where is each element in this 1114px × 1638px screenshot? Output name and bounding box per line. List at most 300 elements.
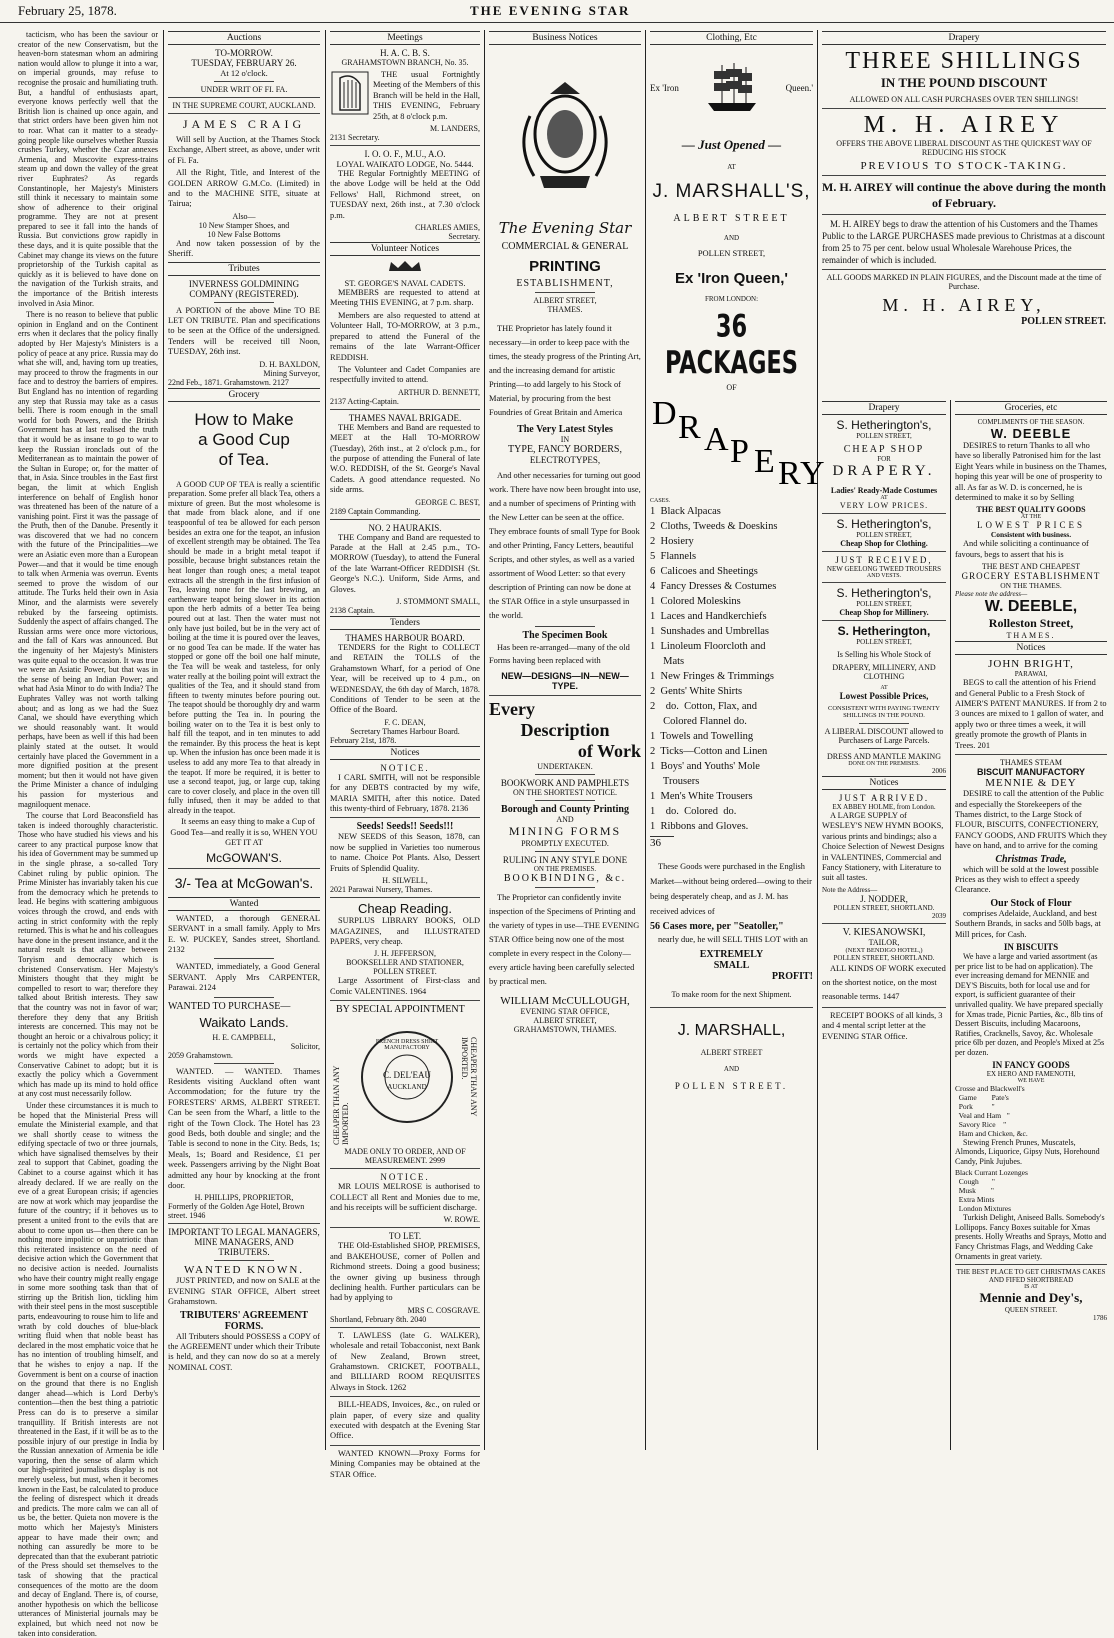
section-heading-meetings: Meetings [330,31,480,45]
case-item: 1 Laces and Handkerchiefs [650,611,767,622]
of-work-heading: of Work [577,741,641,761]
tribute-signatory: D. H. BAXLDON, [259,359,320,369]
and-vests: AND VESTS. [866,573,902,579]
case-item: Colored Flannel do. [650,716,747,727]
auction-body: All the Right, Title, and Interest of the GOLDEN ARROW G.M.Co. (Limited) in and to the MACHINE SITE, situate at Tairua; [168,168,320,209]
harbour-board-signatory: Secretary Thames Harbour Board. [350,726,460,736]
at-word: AT [880,685,888,691]
case-item: 2 Cloths, Tweeds & Doeskins [650,521,778,532]
list-item: Cough " [955,1177,995,1187]
proprietor-invite: The Proprietor can confidently invite inspection of the Specimens of Printing and the variety of types in use—THE EVENING STAR Office being now one of the most complete in every respect in the Colony—every article having been carefully selected by practical men. [489,893,640,986]
ad-number: 1786 [1093,1314,1107,1323]
tribute-title: INVERNESS GOLDMINING COMPANY (REGISTERED). [188,278,300,299]
wanted-known: WANTED KNOWN. [183,1264,305,1277]
airey-begs: M. H. AIREY begs to draw the attention of his Customers and the Thames Public to the LARGE PURCHASES made previous to Christmas at a discount from 25 to 75 per cent. below usual Wholesale Warehouse Prices, the remainder of which is included. [822,219,1105,265]
tea-title: a Good Cup [198,429,290,449]
seal-center-text: C. DEL'EAU [382,1070,432,1081]
extremely: EXTREMELY [699,949,764,960]
list-item: Pork " [955,1101,995,1111]
coat-of-arms-icon [510,76,620,206]
proprietor-body: THE Proprietor has lately found it necessary—in order to keep pace with the times, the steady progress of the Printing Art, and the increasing demand for artistic Printing—to add largely to his Stock of Material, by procuring from the best Foundries of Great Britain and America [489,324,641,417]
christmas-trade: Christmas Trade, [995,853,1067,865]
haurakis-signatory: 2138 Captain. [330,606,375,615]
john-bright: JOHN BRIGHT, [988,658,1074,671]
section-heading-notices: Notices [955,641,1107,655]
proprietor-name: WILLIAM McCULLOUGH, [500,995,630,1007]
auction-body: Will sell by Auction, at the Thames Stock Exchange, Albert street, as above, under writ of Fi. Fa. [168,135,320,165]
cheap-clothing: Cheap Shop for Clothing. [840,539,928,548]
at-word: AT [880,495,888,501]
stock-taking: PREVIOUS TO STOCK-TAKING. [860,160,1068,172]
wanted-ad: WANTED, a thorough GENERAL SERVANT in a small family. Apply to Mrs E. W. PUCKEY, Sandes street, Shortland. 2132 [168,913,320,954]
notice-body: MR LOUIS MELROSE is authorised to COLLECT all Rent and Monies due to me, and his receipts will be sufficient discharge. [330,1182,480,1212]
address-line: POLLEN STREET, SHORTLAND. [833,953,935,962]
seal-side-text: CHEAPER THAN ANY IMPORTED. [460,1037,478,1117]
and-word: AND [723,1065,740,1073]
billheads-ad: BILL-HEADS, Invoices, &c., on ruled or plain paper, of every size and quality executed with despatch at the Evening Star Office. [330,1400,480,1441]
address-line: ALBERT STREET [673,213,790,224]
electrotypes: ELECTROTYPES, [529,455,601,465]
at-word: AT [727,163,736,171]
hacbs-branch: GRAHAMSTOWN BRANCH, No. 35. [341,58,469,67]
goods-body: These Goods were purchased in the English Market—without being ordered—owing to their being desperately cheap, and as J. M. has received advices of [650,862,812,916]
list-item: Extra Mints [955,1195,995,1205]
nodder-name: J. NODDER, [860,893,908,904]
section-heading-clothing: Clothing, Etc [650,31,813,45]
printing-title: PRINTING [529,258,601,275]
lowest-prices: LOWEST PRICES [976,520,1086,531]
mining-forms: MINING FORMS [508,824,622,838]
to-let-date: Shortland, February 8th. 2040 [330,1314,427,1324]
hetherington-title: S. Hetherington's, [836,517,932,531]
address-line: POLLEN STREET, [856,531,912,539]
airey-footer: M. H. AIREY, [882,295,1046,315]
from-london: FROM LONDON: [704,295,759,303]
kiesanowski-name: V. KIESANOWSKI, [842,926,926,938]
we-have: WE HAVE [1017,1077,1045,1084]
to-let-signatory: MRS C. COSGRAVE. [407,1305,480,1315]
wanted-known-body: JUST PRINTED, and now on SALE at the EVENING STAR OFFICE, Albert street Grahamstown. [168,1276,320,1307]
hymn-books-body: A LARGE SUPPLY of WESLEY'S NEW HYMN BOOKS, various prints and bindings; also a Choice Selection of Newest Designs in VALENTINES, Commercial and Fancy Stationery, with Literature to suit all tastes. [822,811,945,883]
ex-hero: EX HERO AND FAMENOTH, [986,1069,1076,1078]
column-auctions [164,30,324,1450]
for-word: FOR [877,455,891,463]
auction-line: TO-MORROW. [215,48,273,58]
thames: THAMES. [1006,631,1056,641]
tailor: TAILOR, [868,937,900,947]
liberal-discount: A LIBERAL DISCOUNT allowed to Purchasers of Large Parcels. [824,727,944,745]
hacbs-secretary: M. LANDERS, [429,124,480,134]
tea-body: A GOOD CUP OF TEA is really a scientific preparation. Some prefer all black Tea, others a mixture of green. But the most wholesome is that made from black alone, and if one teaspoonful of tea be allowed for each person besides an extra one for the teapot, an infusion of excellent strength may be obtained. The Tea should be made in a bright metal teapot if possible, because bright substances retain the heat longer than rough ones; a metal teapot extracts all the strength in the first infusion of Tea, leaving none for the last brewing, an earthenware teapot being slower in its action upon the herb admits of a better Tea being poured out at last. Then the water must not only have just boiled, but be in the very act of boiling at the time it is poured over the leaves, or no good Tea can be made. If the water has stopped or gone off the boil one half minute, the Tea will be weak and tasteless, for only water really at the boiling point will extract the qualities of the Tea, and it should stand from fifteen to twenty minutes before pouring out. The teapot should be thoroughly dry and warm before putting the Tea in. In pouring the boiling water on to the Tea it is best only to half fill the teapot, and in ten minutes to add the remainder. By this process the heat is kept up. When the infusion has once been made it is useless to add any more Tea to that already in the teapot. If more be required, it is better to use a second teapot, jug, or large cup, taking care to cover closely, and place in the oven till fully infused, then it may be added to that already in the teapot. [168,479,320,815]
auction-line: 10 New Stamper Shoes, and [198,220,290,230]
seal-side-text: CHEAPER THAN ANY IMPORTED. [332,1066,350,1146]
is-at: IS AT [1024,1284,1038,1291]
naval-brigade-title: THAMES NAVAL BRIGADE. [348,412,462,423]
seeds-body: NEW SEEDS of this Season, 1878, can now be supplied in Varieties too numerous to name. Choice Pot Plants. Also, Dessert Fruits of Splendid Quality. [330,832,480,873]
type-borders: TYPE, FANCY BORDERS, [508,444,622,455]
haurakis-signatory: J. STOMMONT SMALL, [396,597,480,606]
selling-stock: Is Selling his Whole Stock of [837,650,931,659]
naval-brigade-signatory: 2189 Captain Commanding. [330,506,421,516]
best-cheapest: THE BEST AND CHEAPEST [981,562,1081,572]
naval-brigade-body: THE Members and Band are requested to MEET at the Hall TO-MORROW (Tuesday), 26th inst., at 2 o'clock p.m., for the purpose of attending the Funeral of late W.O. REDDISH, of the St. George's Naval Cadets. A good attendance requested. No side arms. [330,422,480,495]
note-address: Please note the address— [955,590,1028,599]
case-item: 1 Men's White Trousers [650,791,753,802]
address-line: POLLEN STREET, [856,638,912,646]
marshalls-title: J. MARSHALL'S, [652,181,811,202]
tea-title: of Tea. [218,449,270,469]
commercial-general: COMMERCIAL & GENERAL [501,241,629,252]
tributers-agreement: TRIBUTERS' AGREEMENT FORMS. [179,1309,309,1332]
section-heading-auctions: Auctions [168,31,320,45]
lozenges: Black Currant Lozenges [955,1168,1028,1178]
harbour-board-title: THAMES HARBOUR BOARD. [345,633,465,643]
cadets-title: ST. GEORGE'S NAVAL CADETS. [344,278,466,289]
wanted-ad: Formerly of the Golden Age Hotel, Brown street. 1946 [168,1202,305,1221]
section-heading-drapery-lower: Drapery [822,401,946,415]
just-arrived: JUST ARRIVED. [838,793,930,803]
fancy-goods: IN FANCY GOODS [992,1059,1070,1070]
small: SMALL [713,960,750,971]
editorial-paragraph: There is no reason to believe that public opinion in England and on the Continent errs when it declares that the policy finally adopted by Her Majesty's Ministers is a policy of peace at any price. Russia may do what she will, and, having torn up treaties, may proceed to throw the fragments in our face and to destroy the barriers of empires. But England has no intention of regarding any step that Russia may take as a casus belli. There is room enough in the small world for both Powers, and the British Government has at last realised the truth that it would be as insane to go to war to keep the Russian ironclads out of the Mediterranean as to maintain the power of the Sultan in Europe; or, for the matter of that, in Asia. Since troubles in the East first began, the limit at which English interference on behalf of English honor was threatened has been of the nature of a vanishing point. First it was the passage of the Pruth, then of the Danube. Presently it was discovered that we had no concern with the future of the Principalities—we were an Asiatic even more than a European Power—and that it would be time enough to talk when Armenia was overrun. Events seemed to prove the wisdom of our attitude. The Turks held their own in Asia Minor, and the alarmists were severely rebuked by the farseeing optimists. Suddenly the aspect of affairs changed. The Russian arms were once more victorious, and the fall of Kars was announced. But the ingenuity of her Majesty's Ministers was quite equal to the occasion. It was true we were an Asiatic Power, but that was in the sense of being an Indian Power; and what had Asia Minor to do with India? The Euphrates Valley was not worth talking about; and as long as we had the Suez Canal, we should have everything which we should reasonably want. It would perhaps, have been as well if this had been plainly stated at the outset. It would certainly have placed the Government in a more dignified position at the present moment; but then it would not have given the Prime Minister a chance of indulging his passion for mysterious and magniloquent menace. [18,310,158,809]
tobacconist-ad: T. LAWLESS (late G. WALKER), wholesale and retail Tobacconist, next Bank of New Zealand, Brown street, Grahamstown. CRICKET, FOOTBALL, and BILLIARD ROOM REQUISITES Always in Stock. 1262 [330,1330,480,1392]
to-let-body: THE Old-Established SHOP, PREMISES, and BAKEHOUSE, corner of Pollen and Richmond streets. Doing a good business; the owner giving up business through declining health. Further particulars can be had by applying to [330,1241,480,1303]
section-heading-drapery: Drapery [822,31,1106,45]
bookwork: BOOKWORK AND PAMPHLETS [500,778,630,788]
special-appointment: BY SPECIAL APPOINTMENT [336,1004,465,1016]
address-line: POLLEN STREET. [674,1081,789,1091]
tea-price: 3/- Tea at McGowan's. [174,874,314,891]
wanted-ad: H. PHILLIPS, PROPRIETOR, [194,1193,294,1203]
auctioneer-name: JAMES CRAIG [182,117,306,131]
auction-line: TUESDAY, FEBRUARY 26. [191,58,297,68]
seeds-signatory: 2021 Parawai Nursery, Thames. [330,885,433,895]
ex-iron-queen: Ex 'Iron Queen,' [675,270,788,287]
mennie-body: DESIRE to call the attention of the Public and especially the Storekeepers of the Thames district, to the Large Stock of FLOUR, BISCUITS, CONFECTIONERY, FANCY GOODS, AND FRUITS Which they have on hand, and to arrive for the coming [955,789,1107,851]
section-heading-groceries: Groceries, etc [955,401,1107,415]
dress-mantle: DRESS AND MANTLE MAKING [826,752,941,761]
next-hotel: (NEXT BENDIGO HOTEL,) [845,946,923,954]
case-item: 2 Hosiery [650,536,694,547]
case-item: Trousers [650,776,700,787]
best-place: THE BEST PLACE TO GET CHRISTMAS CAKES AND FIFED SHORTBREAD [956,1268,1106,1285]
case-item: 4 Fancy Dresses & Costumes [650,581,777,592]
issue-date: February 25, 1878. [18,3,117,18]
flour-body: comprises Adelaide, Auckland, and best Southern Brands, in sacks and 50lb bags, at Mill prices, for Cash. [955,908,1101,939]
ad-number: 2039 [932,911,946,920]
biscuits-body: We have a large and varied assortment (as per price list to be had on application). The ever increasing demand for MENNIE and DEY'S Biscuits, both for local use and for export, is sufficient guarantee of their unrivalled quality. We have prepared specially for Xmas trade, Picnic Parties, &c., 8lb tins of Dessert Biscuits, including Macaroons, Ratifies, Cracknells, Savoy, &c. Wholesale price 6lb per dozen, and People's Mixed at 25s per dozen. [955,951,1105,1057]
editorial-paragraph: The course that Lord Beaconsfield has taken is indeed thoroughly characteristic. Those who have studied his views and his career to any practical purpose know that his idea of Government may be summed up in the single phrase, a so-called Tory Cabinet ruling by public opinion. The Prime Minister has invariably taken his cue from the democracy which he pretends to lead. He begins with scattering ambiguous voices through the crowd, and ends with acting in strict conformity with the reply returned. This is what he and his colleagues have done in the present instance, and it the natural result is that alliance between Toryism and democracy which is christened Conservatism. Her Majesty's Ministers thought that they might be compelled to resort to war; therefore they talked about British interests. They saw that the country was not in favor of war; therefore they deny that any British interests are concerned. This may not be thought an heroic or a chivalrous policy; it is certainly not the policy which from their words we might have expected a Conservative Cabinet to adopt; but it is exactly the policy which a Government which has made up its mind to hold office at any cost must necessarily follow. [18,811,158,1099]
allowed-cash: ALLOWED ON ALL CASH PURCHASES OVER TEN SHILLINGS! [849,95,1079,104]
rolleston-street: Rolleston Street, [988,616,1074,631]
just-received: JUST RECEIVED, [835,555,933,565]
parawai: PARAWAI, [1014,670,1048,679]
hacbs-title: H. A. C. B. S. [380,48,430,58]
harp-emblem-icon [330,70,370,116]
establishment: ESTABLISHMENT, [516,278,614,289]
in-word: IN [560,435,570,444]
section-heading-wanted: Wanted [168,897,320,911]
lozenges-list [955,1177,1107,1213]
tribute-signatory: Mining Surveyor, [263,368,320,378]
waikato-lands: Waikato Lands. [199,1014,289,1030]
case-item: 1 do. Colored do. [650,806,737,817]
on-thames: ON THE THAMES. [1000,581,1062,591]
lodge-signatory: CHARLES AMIES, [415,223,480,233]
all-kinds-work: ALL KINDS OF WORK executed on the shortest notice, on the most reasonable terms. 1447 [822,963,946,1001]
section-heading-notices: Notices [822,776,946,790]
cheap-reading-body: SURPLUS LIBRARY BOOKS, OLD MAGAZINES, and ILLUSTRATED PAPERS, very cheap. [330,916,480,946]
wanted-ad: H. E. CAMPBELL, [212,1032,276,1042]
ex-abbey-holme: EX ABBEY HOLME, from London. [832,803,936,811]
seal-center-text: AUCKLAND [387,1083,427,1092]
case-item: 2 do. Cotton, Flax, and [650,701,758,712]
proxy-forms-ad: WANTED KNOWN—Proxy Forms for Mining Companies may be obtained at the STAR Office. [330,1448,480,1479]
deeble-footer: W. DEEBLE, [984,598,1078,616]
case-item: 2 Gents' White Shirts [650,686,743,697]
address-line: ALBERT STREET [700,1048,763,1057]
every-heading: Every [489,699,535,719]
seeds-signatory: H. SILWELL, [382,876,428,886]
notice-body: I CARL SMITH, will not be responsible for any DEBTS contracted by my wife, MARIA SMITH, after this notice. Dated this twenty-third of February, 1878. 2136 [330,772,480,814]
drapery-word: DRAPERY. [832,463,936,479]
in-biscuits: IN BISCUITS [1003,941,1059,952]
drapery-letters: DRAP ERY [652,395,825,492]
plain-figures: ALL GOODS MARKED IN PLAIN FIGURES, and the Discount made at the time of Purchase. [826,273,1102,291]
section-heading-volunteer: Volunteer Notices [330,242,480,256]
lodge-body: THE Regular Fortnightly MEETING of the above Lodge will be held at the Odd Fellows' Hall, Richmond street, on TUESDAY next, 26th inst., at 7.30 o'clock p.m. [330,169,480,220]
done-premises: DONE ON THE PREMISES. [848,761,920,767]
column-business [485,30,645,1450]
case-item: 1 Towels and Towelling [650,731,754,742]
case-item: 1 Sunshades and Umbrellas [650,626,769,637]
hetherington-title: S. Hetherington, [837,624,931,638]
cheap-reading-heading: Cheap Reading. [358,901,452,917]
list-item: Crosse and Blackwell's [955,1083,1025,1093]
haurakis-body: THE Company and Band are requested to Parade at the Hall at 2.45 p.m., TO-MORROW (Tuesday), to attend the Funeral of the late Warrant-Officer REDDISH (St. George's N.C.). Uniform, Side Arms, and Gloves. [330,532,480,594]
case-item: 1 Colored Moleskins [650,596,741,607]
important-heading: IMPORTANT TO LEGAL MANAGERS, MINE MANAGERS, AND TRIBUTERS. [168,1227,320,1258]
cases-more: 56 Cases more, per "Seatoller," [650,921,784,932]
best-quality: THE BEST QUALITY GOODS [976,505,1086,515]
mcgowans: McGOWAN'S. [206,850,282,865]
address-line: POLLEN STREET, [856,432,912,440]
undertaken: UNDERTAKEN. [537,762,593,771]
cases-list [650,504,813,834]
case-item: 1 Black Alpacas [650,506,721,517]
auction-line: UNDER WRIT OF FI. FA. [200,85,288,94]
case-item: 6 Calicoes and Sheetings [650,566,758,577]
column-drapery-top [818,30,1110,400]
newspaper-title: THE EVENING STAR [470,3,631,18]
hetherington-title: S. Hetherington's, [836,418,932,432]
list-item: Veal and Ham " [955,1110,1010,1120]
address-line: THAMES. [547,305,583,314]
make-room: To make room for the next Shipment. [671,990,792,999]
shortest-notice: ON THE SHORTEST NOTICE. [512,788,618,797]
geelong-tweed: NEW GEELONG TWEED TROUSERS [826,565,942,573]
airey-title: M. H. AIREY [863,112,1065,138]
address-line: POLLEN STREET. [1021,316,1106,327]
column-meetings [326,30,484,1479]
tribute-body: A PORTION of the above Mine TO BE LET ON TRIBUTE. Plan and specifications to be seen at the Office of the undersigned. Tenders will be received till Noon, TUESDAY, 26th inst. [168,305,320,357]
auction-line: At 12 o'clock. [220,68,268,78]
case-item: 1 New Fringes & Trimmings [650,671,774,682]
notice-title: NOTICE. [380,762,430,773]
section-heading-grocery: Grocery [168,388,320,402]
haurakis-title: NO. 2 HAURAKIS. [368,522,442,533]
crown-icon [385,259,425,273]
auction-line: Also— [232,211,256,221]
thames-steam: THAMES STEAM [999,758,1062,768]
compliments: COMPLIMENTS OF THE SEASON. [977,418,1085,426]
harbour-board-date: February 21st, 1878. [330,735,397,745]
case-item: 1 Ribbons and Gloves. [650,821,749,832]
cadets-body: The Volunteer and Cadet Companies are respectfully invited to attend. [330,364,480,385]
address-line: ALBERT STREET, [533,1016,597,1025]
note-address: Note the Address— [822,885,878,894]
at-the: AT THE [1020,514,1042,521]
harbour-board-signatory: F. C. DEAN, [384,717,426,727]
drapery-diagonal [650,392,825,492]
list-item: Ham and Chicken, &c. [955,1128,1028,1138]
evening-star-title: The Evening Star [498,219,632,237]
new-designs: NEW—DESIGNS—IN—NEW—TYPE. [501,671,629,691]
auction-line: 10 New False Bottoms [207,229,281,239]
notice-signatory: W. ROWE. [443,1215,480,1225]
naval-brigade-signatory: GEORGE C. BEST, [415,497,480,507]
list-item: Savory Rice " [955,1119,1007,1129]
drapery-millinery: DRAPERY, MILLINERY, AND CLOTHING [832,663,936,681]
specimen-book: The Specimen Book [522,630,608,641]
list-item: Musk " [955,1186,994,1196]
ship-label: Queen.' [785,83,813,93]
wanted-ad: WANTED, immediately, a Good General SERVANT. Apply Mrs CARPENTER, Parawai. 2124 [168,962,320,993]
wanted-ad: Solicitor, [290,1041,320,1051]
auction-body: And now taken possession of by the Sheriff. [168,238,320,259]
seeds-heading: Seeds! Seeds!! Seeds!!! [356,821,454,833]
auction-line: IN THE SUPREME COURT, AUCKLAND. [172,101,316,110]
section-heading-tenders: Tenders [330,616,480,630]
address-line: POLLEN STREET, [856,600,912,608]
cadets-signatory: 2137 Acting-Captain. [330,396,399,406]
column-groceries [951,400,1111,1450]
section-heading-notices: Notices [330,746,480,760]
offers-discount: OFFERS THE ABOVE LIBERAL DISCOUNT AS THE QUICKEST WAY OF REDUCING HIS STOCK [836,139,1092,157]
deeble-title: W. DEEBLE [990,426,1072,441]
very-low-prices: VERY LOW PRICES. [839,501,929,510]
ship-label: Ex 'Iron [650,83,679,93]
section-heading-tributes: Tributes [168,262,320,276]
receipt-books: RECEIPT BOOKS of all kinds, 3 and 4 mental script letter at the EVENING STAR Office. [822,1010,943,1041]
queen-street: QUEEN STREET. [1004,1306,1058,1315]
hacbs-number: 2131 Secretary. [330,133,380,143]
iof-heading: I. O. O. F., M.U., A.O. [364,149,446,160]
just-opened: — Just Opened — [681,137,782,152]
consistent: CONSISTENT WITH PAYING TWENTY SHILLINGS IN THE POUND. [827,705,940,719]
lodge-name: LOYAL WAIKATO LODGE, No. 5444. [336,159,474,170]
cadets-signatory: ARTHUR D. BENNETT, [397,387,480,397]
cheap-reading-body: Large Assortment of First-class and Comic VALENTINES. 1964 [330,976,480,996]
address-line: POLLEN STREET, SHORTLAND. [833,903,935,912]
clearance-body: which will be sold at the lowest possible Prices as they wish to effect a speedy Clearance. [955,864,1099,895]
list-item: Game Pate's [955,1092,1009,1102]
case-item: Mats [650,656,685,667]
mennie-dey: MENNIE & DEY [985,777,1077,790]
case-item: 2 Ticks—Cotton and Linen [650,746,768,757]
address-line: GRAHAMSTOWN, THAMES. [513,1025,617,1034]
wanted-ad: WANTED. — WANTED. Thames Residents visiting Auckland often want Accommodation; for the future try the FORESTERS' ARMS, ALBERT STREET. Can be seen from the Wharf, a little to the right of the Town Clock. The Hotel has 23 good Beds, both double and single; and the Table is second to none in the City. Beds, 1s; Meals, 1s; Board and Residence, £1 per week. Passengers arriving by the Night Boat admitted any hour by knocking at the front door. [168,1066,320,1190]
ad-number: 2006 [932,767,946,775]
wanted-ad: 2059 Grahamstown. [168,1050,233,1060]
bright-body: BEGS to call the attention of his Friend and General Public to a Fresh Stock of AIMER'S PATENT MANURES. If from 2 to 3 ounces are mixed to 1 gallon of water, and apply two or three times a week, it will greatly promote the growth of Plants in Trees. 201 [955,678,1107,750]
biscuit-manufactory: BISCUIT MANUFACTORY [977,767,1085,778]
tea-easy: It seems an easy thing to make a Cup of Good Tea—and really it is so, WHEN YOU GET IT AT [170,817,318,848]
and-word: AND [556,815,574,824]
and-word: AND [723,234,740,242]
soliciting: And while soliciting a continuance of favours, begs to assert that his is [955,539,1089,559]
shirt-seal [330,1017,480,1145]
packages-title: 36 PACKAGES [665,307,798,381]
continue-february: M. H. AIREY will continue the above during the month of February. [822,180,1106,210]
cadets-body: MEMBERS are requested to attend at Meeting THIS EVENING, at 7 p.m. sharp. [330,288,480,308]
made-to-order: MADE ONLY TO ORDER, AND OF MEASUREMENT. 2999 [344,1147,466,1166]
grocery-establishment: GROCERY ESTABLISHMENT [961,571,1101,582]
address-line: POLLEN STREET, [697,248,766,258]
latest-styles: The Very Latest Styles [517,424,613,435]
nearly-due: nearly due, he will SELL THIS LOT with an [658,935,808,944]
masthead [0,0,1114,23]
fancy-goods-list [955,1084,1107,1138]
column-editorial [14,30,162,1638]
pound-discount: IN THE POUND DISCOUNT [880,75,1048,90]
tributers-agreement-body: All Tributers should POSSESS a COPY of the AGREEMENT under which their Tribute is held, and they can now do so at a merely NOMINAL COST. [168,1331,320,1372]
hacbs-body: THE usual Fortnightly Meeting of the Members of this Branch will be held in the Hall, THIS EVENING, February 25th, at 8 o'clock p.m. [373,70,480,121]
cadets-body: Members are also requested to attend at Volunteer Hall, TO-MORROW, at 3 p.m., prepared to attend the Funeral of the remains of the late Warrant-Officer REDDISH. [330,310,480,362]
profit: PROFIT! [771,971,813,982]
consistent-business: Consistent with business. [990,530,1072,540]
harbour-board-body: TENDERS for the Right to COLLECT and RETAIN the TOLLS of the Grahamstown Wharf, for a period of One Year, will be received up to 4 p.m., on WEDNESDAY, the 6th day of March, 1878. Conditions of Tender to be seen at the Office of the Board. [330,643,480,715]
stock-flour: Our Stock of Flour [990,897,1072,909]
specimen-book-body: Has been re-arranged—many of the old Forms having been replaced with [489,643,630,665]
address-line: EVENING STAR OFFICE, [520,1007,610,1016]
case-item: 1 Linoleum Floorcloth and [650,641,766,652]
notice-title: NOTICE. [380,1172,430,1183]
mennie-deys: Mennie and Dey's, [979,1290,1083,1306]
fancy-goods-body: Turkish Delight, Aniseed Balls. Somebody's Lollipops. Fancy Boxes suitable for Xmas presents. Holly Wreaths and Sprays, Motto and Fancy Christmas Flags, and Wedding Cake Ornaments in great variety. [955,1213,1107,1261]
bookbinding: BOOKBINDING, &c. [503,873,627,884]
sailing-ship-icon [702,59,762,117]
seal-ring-text: FRENCH DRESS SHIRT MANUFACTORY [375,1039,439,1052]
editorial-paragraph: tacticism, who has been the saviour or creator of the new Conservatism, but the heaven-born statesman whom an admiring nation would allow to plunge it into a war, on imperial grounds, may refuse to recognise the prosaic and humiliating truth. But, a handful of enthusiasts apart, everyone knows perfectly well that the British lion is chained up once again, and that strict orders have been given him not to roar. What can it matter to a steady-going people like ourselves whether Russia crushes Turkey, whether the Czar annexes Armenia, and Muscovite express-trains steam up and down the valley of the great river Euphrates? As regards Constantinople, her Majesty's Ministers still think it necessary to maintain some show of adherence to their original programme. They are not at present prepared to see it fall into the hands of Russia. But convictions grow rapidly in these days, and it is quite possible that the Cabinet may change its views on the future proprietorship of the Turkish capital as quickly as it is believed to have done on the navigation of the Turkish straits, and the importance of the British interests involved in Asia Minor. [18,30,158,308]
lodge-signatory: Secretary. [448,232,480,242]
ruling: RULING IN ANY STYLE DONE [502,855,628,865]
on-premises: ON THE PREMISES. [533,865,597,873]
cheap-reading-signatory: J. H. JEFFERSON, [373,949,436,959]
of-word: OF [726,383,737,392]
address-line: ALBERT STREET, [533,296,597,305]
hetherington-title: S. Hetherington's, [836,586,932,600]
other-body: And other necessaries for turning out good work. There have now been brought into use, and a number of specimens of Printing with the New Letter can be seen at the office. They embrace founts of small Type for Book and other Printing, Fancy Letters, beautiful Scripts, and other styles, as well as a varied assortment of Wood Letter: so that every description of Printing can now be done at the STAR Office in a style unsurpassed in the world. [489,471,641,620]
case-item: 1 Boys' and Youths' Mole [650,761,760,772]
ladies-costumes: Ladies' Ready-Made Costumes [830,486,938,495]
tea-title: How to Make [194,409,294,429]
column-drapery-lower [818,400,950,1450]
cheap-reading-signatory: BOOKSELLER AND STATIONER, POLLEN STREET. [346,958,464,977]
lowest-prices: Lowest Possible Prices, [839,691,929,701]
cases-total: 36 [650,836,674,849]
fancy-goods-body: Stewing French Prunes, Muscatels, Almonds, Liquorice, Gipsy Nuts, Horehound Candy, Pink Jujubes. [955,1137,1100,1166]
